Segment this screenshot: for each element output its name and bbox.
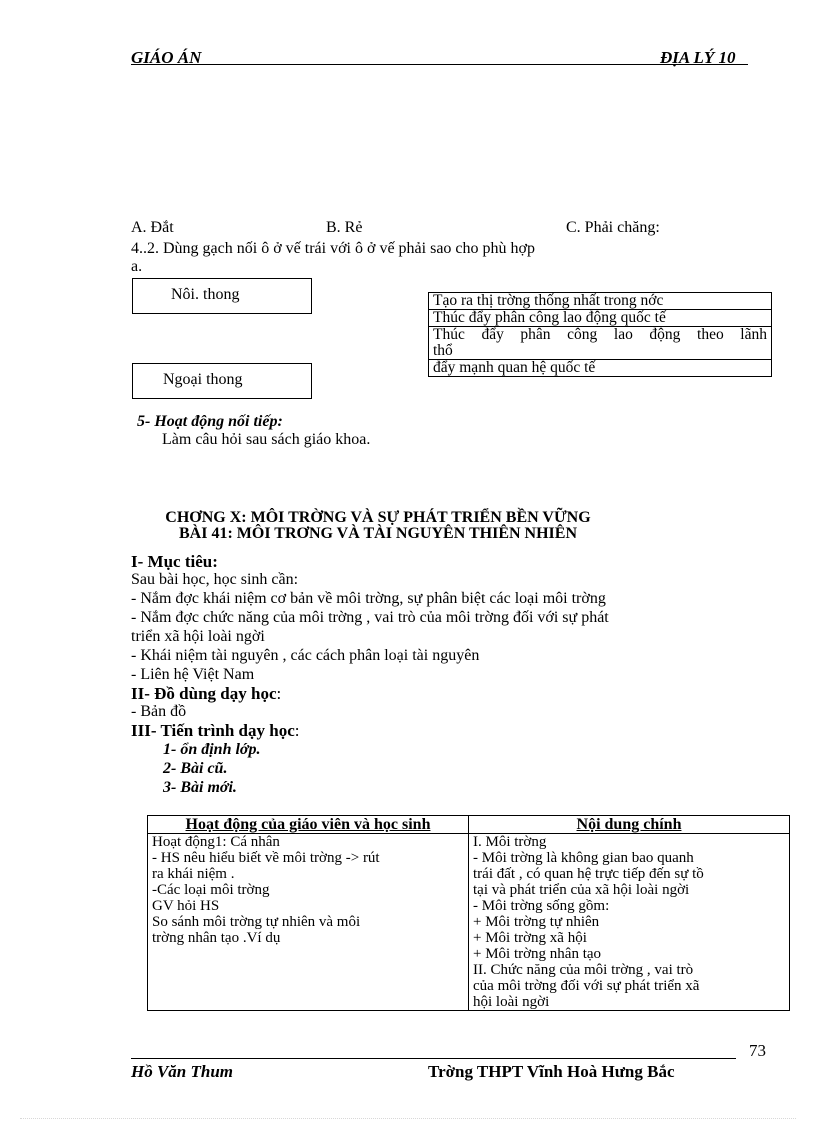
table-line: hội loài ngời: [473, 994, 550, 1010]
table-cell-content: [469, 834, 790, 1011]
question-text: 4..2. Dùng gạch nối ô ở vế trái với ô ở vế phải sao cho phù hợp: [131, 240, 535, 257]
table-line: - HS nêu hiểu biết về môi trờng -> rút: [152, 850, 380, 866]
section1-line: Sau bài học, học sinh cần:: [131, 571, 299, 588]
table-line: + Môi trờng xã hội: [473, 930, 587, 946]
table-line: II. Chức năng của môi trờng , vai trò: [473, 962, 694, 978]
section3-title: III- Tiến trình dạy học: [131, 721, 295, 740]
table-line: -Các loại môi trờng: [152, 882, 270, 898]
footer-author: Hồ Văn Thum: [131, 1062, 234, 1081]
table-cell: Thúc đẩy phân công lao động quốc tế: [429, 310, 772, 327]
table-row: [429, 310, 772, 327]
table-header-activities: Hoạt động của giáo viên và học sinh: [148, 816, 469, 834]
section2-colon: :: [276, 684, 282, 703]
option-b: B. Rẻ: [326, 219, 363, 236]
table-row: [429, 360, 772, 377]
section3-step: 3- Bài mới.: [163, 779, 237, 796]
left-box-label: Nôi. thong: [171, 286, 240, 303]
option-a: A. Đắt: [131, 219, 174, 236]
table-line: - Môi trờng là không gian bao quanh: [473, 850, 694, 866]
lesson-title: BÀI 41: MÔI TRƠNG VÀ TÀI NGUYÊN THIÊN NHIÊN: [179, 525, 577, 542]
footer-school: Trờng THPT Vĩnh Hoà Hưng Bắc: [428, 1062, 675, 1081]
left-box-label: Ngoại thong: [163, 371, 243, 388]
table-line: của môi trờng đối với sự phát triển xã: [473, 978, 700, 994]
table-line: - Môi trờng sống gồm:: [473, 898, 610, 914]
table-row: [429, 327, 772, 360]
table-line: So sánh môi trờng tự nhiên và môi: [152, 914, 361, 930]
chapter-title: CHƠNG X: MÔI TRỜNG VÀ SỰ PHÁT TRIỂN BỀN VỮNG: [165, 509, 591, 526]
section1-line: - Nắm đợc khái niệm cơ bản về môi trờng, sự phân biệt các loại môi trờng: [131, 590, 606, 607]
page-number: 73: [749, 1041, 766, 1060]
table-header-row: [148, 816, 790, 834]
table-line: + Môi trờng nhân tạo: [473, 946, 602, 962]
section3-heading: [131, 721, 299, 741]
table-line: tại và phát triển của xã hội loài ngời: [473, 882, 690, 898]
section1-title: I- Mục tiêu:: [131, 552, 218, 571]
left-box-foreign-trade: [132, 363, 312, 399]
section2-heading: [131, 684, 281, 704]
table-line: trái đất , có quan hệ trực tiếp đến sự tồ: [473, 866, 704, 882]
lesson-table: [147, 815, 790, 1011]
section1-line: - Nắm đợc chức năng của môi trờng , vai trò của môi trờng đối với sự phát: [131, 609, 609, 626]
section1-line: - Liên hệ Việt Nam: [131, 666, 255, 683]
footer-rule: [131, 1058, 736, 1059]
option-c: C. Phải chăng:: [566, 219, 660, 236]
section2-title: II- Đồ dùng dạy học: [131, 684, 277, 703]
table-line: ra khái niệm .: [152, 866, 235, 882]
page-edge-rule: [20, 1118, 796, 1119]
section3-step: 2- Bài cũ.: [163, 760, 228, 777]
activity-title: 5- Hoạt động nối tiếp:: [137, 413, 283, 430]
section3-step: 1- ổn định lớp.: [163, 741, 261, 758]
section2-line: - Bản đồ: [131, 703, 187, 720]
header-right: ĐỊA LÝ 10: [660, 48, 736, 67]
left-box-internal-trade: [132, 278, 312, 314]
table-cell: Tạo ra thị trờng thống nhất trong nớc: [429, 293, 772, 310]
table-cell-line: thổ: [433, 342, 453, 359]
section3-colon: :: [294, 721, 300, 740]
table-line: trờng nhân tạo .Ví dụ: [152, 930, 281, 946]
right-options-table: [428, 292, 772, 377]
table-cell: đẩy mạnh quan hệ quốc tế: [429, 360, 772, 377]
table-line: + Môi trờng tự nhiên: [473, 914, 600, 930]
table-line: Hoạt động1: Cá nhân: [152, 834, 280, 850]
sub-a-label: a.: [131, 258, 143, 275]
section1-line: - Khái niệm tài nguyên , các cách phân loại tài nguyên: [131, 647, 480, 664]
table-cell-activities: [148, 834, 469, 1011]
table-row: [429, 293, 772, 310]
table-line: GV hỏi HS: [152, 898, 220, 914]
header-left: GIÁO ÁN: [131, 48, 202, 67]
section1-line: triển xã hội loài ngời: [131, 628, 265, 645]
header-rule: [131, 64, 748, 65]
activity-text: Làm câu hỏi sau sách giáo khoa.: [162, 431, 371, 448]
table-cell-line: Thúc đẩy phân công lao động theo lãnh: [433, 326, 767, 343]
table-cell: [429, 327, 772, 360]
table-row: [148, 834, 790, 1011]
table-line: I. Môi trờng: [473, 834, 547, 850]
table-header-content: Nội dung chính: [469, 816, 790, 834]
